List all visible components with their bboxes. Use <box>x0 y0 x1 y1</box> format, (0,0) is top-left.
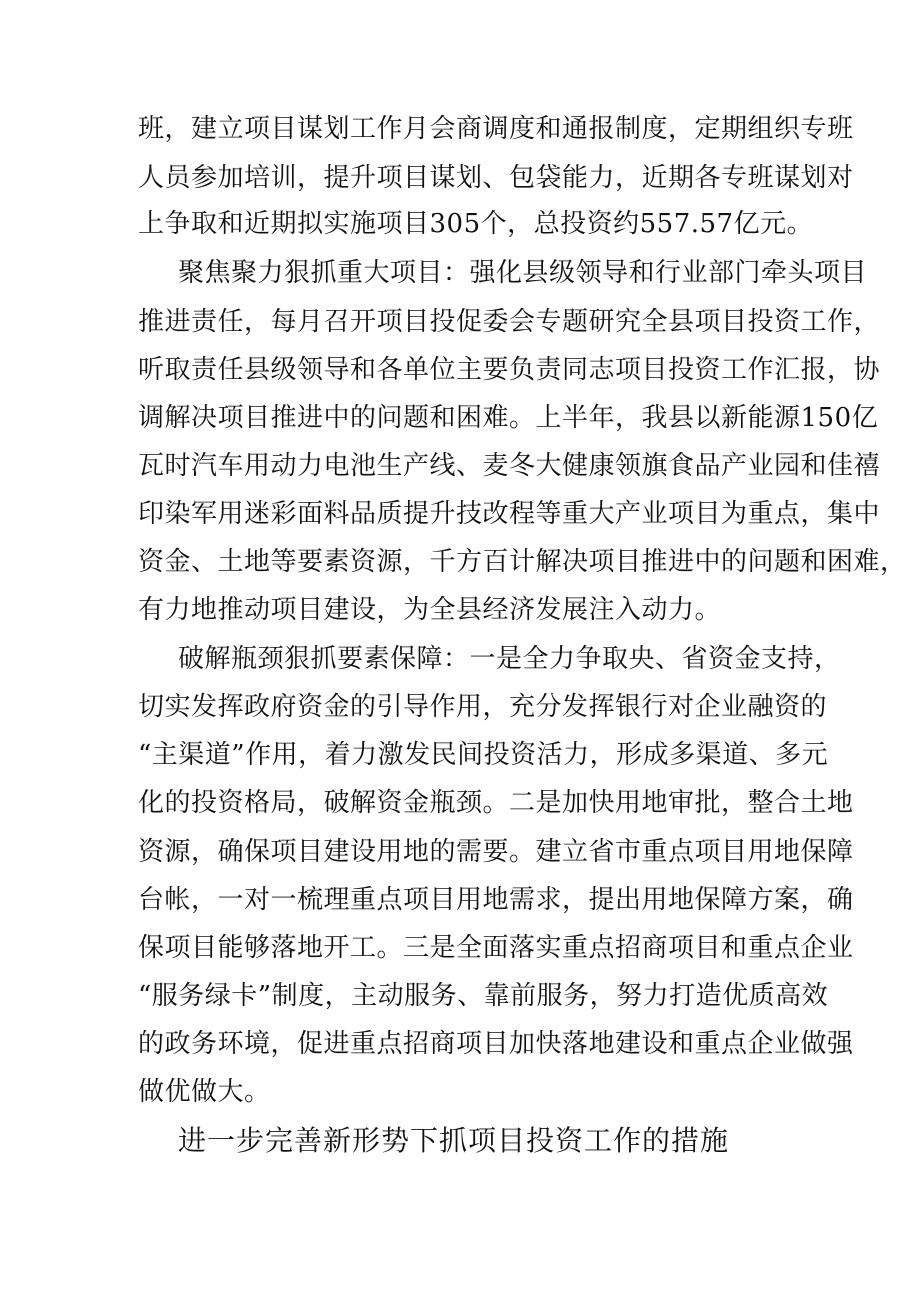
paragraph-2-line-4: 调解决项目推进中的问题和困难。上半年，我县以新能源150亿 <box>138 403 879 433</box>
paragraph-2-line-2: 推进责任，每月召开项目投促委会专题研究全县项目投资工作， <box>138 307 881 337</box>
section-heading: 进一步完善新形势下抓项目投资工作的措施 <box>178 1124 730 1157</box>
paragraph-3-line-1: 破解瓶颈狠抓要素保障：一是全力争取央、省资金支持， <box>178 644 841 674</box>
paragraph-3-line-2: 切实发挥政府资金的引导作用，充分发挥银行对企业融资的 <box>138 692 828 722</box>
paragraph-3-line-8: “服务绿卡”制度，主动服务、靠前服务，努力打造优质高效 <box>138 981 829 1011</box>
paragraph-3-line-4: 化的投资格局，破解资金瓶颈。二是加快用地审批，整合土地 <box>138 788 854 818</box>
paragraph-2-line-5: 瓦时汽车用动力电池生产线、麦冬大健康领旗食品产业园和佳禧 <box>138 451 881 481</box>
paragraph-2-line-3: 听取责任县级领导和各单位主要负责同志项目投资工作汇报，协 <box>138 355 881 385</box>
paragraph-3-line-7: 保项目能够落地开工。三是全面落实重点招商项目和重点企业 <box>138 933 854 963</box>
paragraph-1-line-2: 人员参加培训，提升项目谋划、包袋能力，近期各专班谋划对 <box>138 163 854 193</box>
paragraph-3-line-9: 的政务环境，促进重点招商项目加快落地建设和重点企业做强 <box>138 1029 854 1059</box>
paragraph-3-line-3: “主渠道”作用，着力激发民间投资活力，形成多渠道、多元 <box>138 740 829 770</box>
paragraph-3-line-10: 做优做大。 <box>138 1077 271 1107</box>
paragraph-1-line-1: 班，建立项目谋划工作月会商调度和通报制度，定期组织专班 <box>138 114 854 144</box>
paragraph-1-line-3: 上争取和近期拟实施项目305个，总投资约557.57亿元。 <box>138 209 814 239</box>
paragraph-3-line-6: 台帐，一对一梳理重点项目用地需求，提出用地保障方案，确 <box>138 885 854 915</box>
paragraph-2-line-6: 印染军用迷彩面料品质提升技改程等重大产业项目为重点，集中 <box>138 499 881 529</box>
paragraph-2-line-8: 有力地推动项目建设，为全县经济发展注入动力。 <box>138 595 722 625</box>
paragraph-3-line-5: 资源，确保项目建设用地的需要。建立省市重点项目用地保障 <box>138 837 854 867</box>
paragraph-2-line-7: 资金、土地等要素资源，千方百计解决项目推进中的问题和困难， <box>138 547 907 577</box>
paragraph-2-line-1: 聚焦聚力狠抓重大项目：强化县级领导和行业部门牵头项目 <box>178 258 868 288</box>
